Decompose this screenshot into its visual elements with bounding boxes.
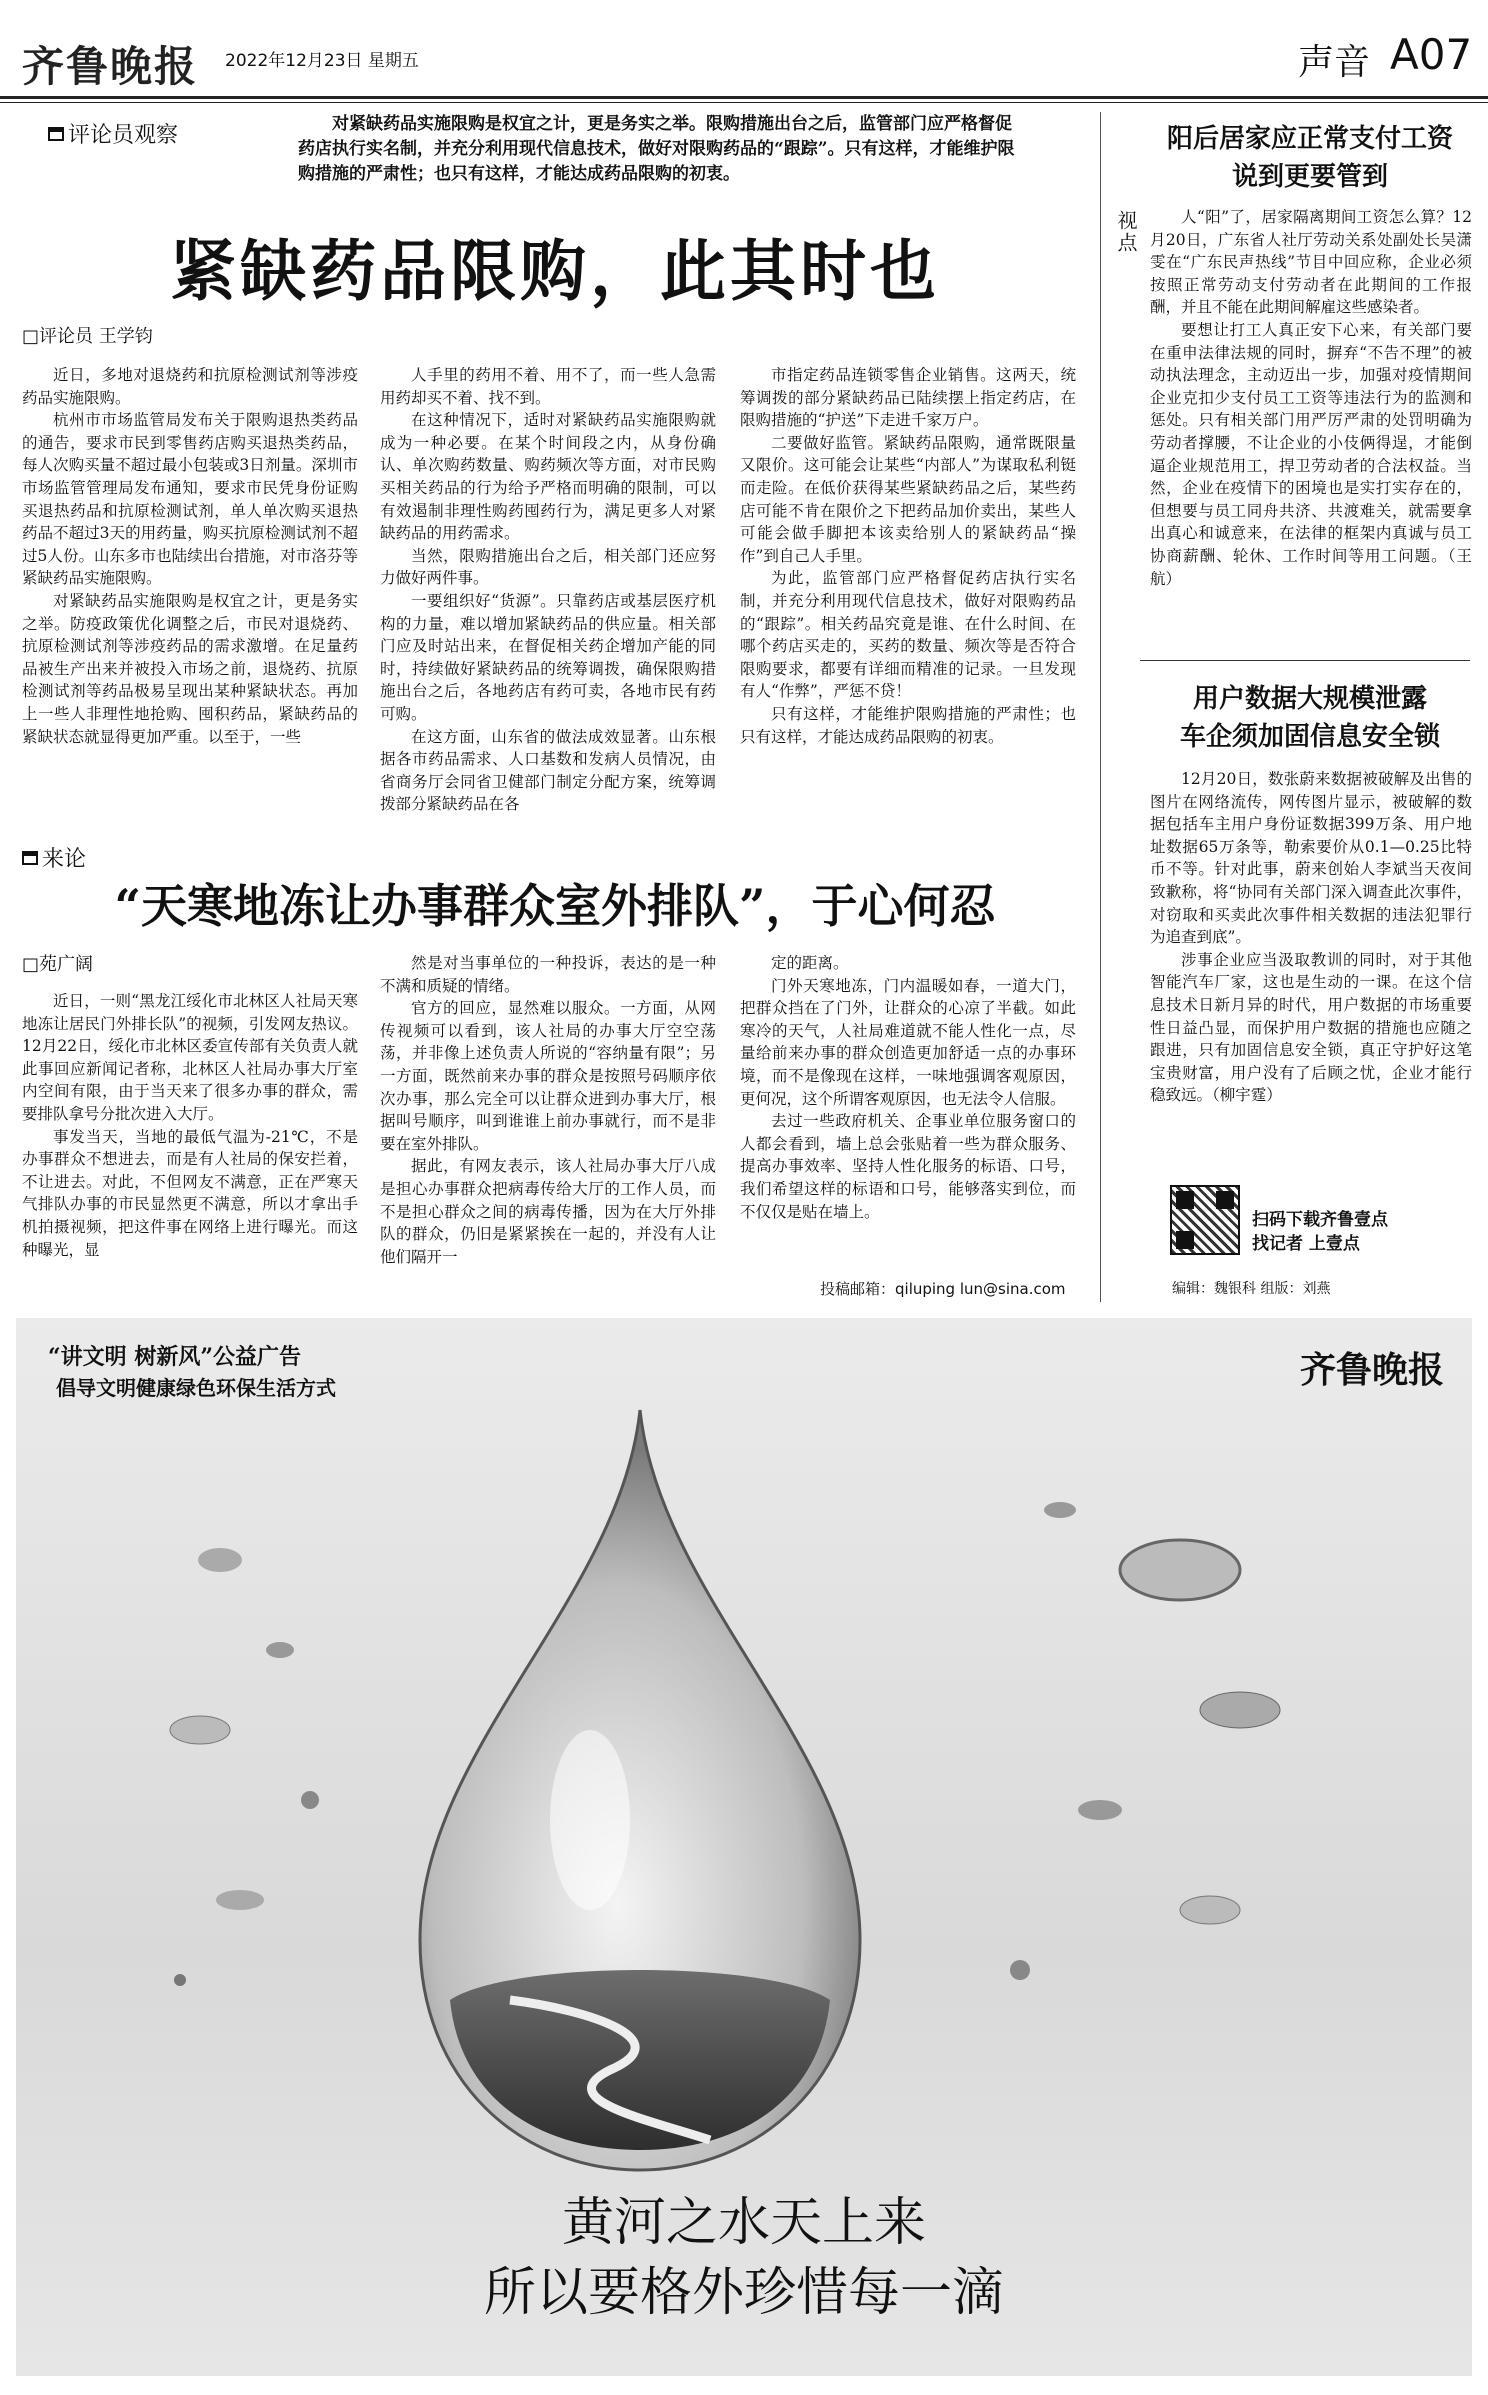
byline: □评论员 王学钧 <box>22 326 153 347</box>
sidebar-headline-2: 用户数据大规模泄露 车企须加固信息安全锁 <box>1179 684 1440 752</box>
article-intro: 对紧缺药品实施限购是权宜之计，更是务实之举。限购措施出台之后，监管部门应严格督促药店执行实名制，并充分利用现代信息技术，做好对限购药品的“跟踪”。只有这样，才能维护限购措施的严肃性；也只有这样，才能达成药品限购的初衷。 <box>298 114 1015 184</box>
second-col3-paragraph: 定的距离。 <box>771 954 849 972</box>
editor-credit: 编辑：魏银科 组版：刘燕 <box>1172 1281 1331 1297</box>
water-drop-illustration <box>390 1400 890 2190</box>
page-number: A07 <box>1390 30 1473 79</box>
sidebar-rule <box>1140 660 1470 661</box>
ad-title: “讲文明 树新风”公益广告 <box>48 1344 301 1370</box>
sidebar2-paragraph: 12月20日，数张蔚来数据被破解及出售的图片在网络流传，网传图片显示，被破解的数据包括车主用户身份证数据399万条、用户地址数据65万条等，勒索要价从0.1—0.25比特币不等。针对此事，蔚来创始人李斌当天夜间致歉称，将“协同有关部门深入调查此次事件，对窃取和买卖此次事件相关数据的违法犯罪行为追查到底”。 <box>1150 770 1472 947</box>
second-col3-paragraph: 去过一些政府机关、企事业单位服务窗口的人都会看到，墙上总会张贴着一些为群众服务、提高办事效率、坚持人性化服务的标语、口号，我们希望这样的标语和口号，能够落实到位，而不仅仅是贴在墙上。 <box>740 1112 1076 1221</box>
column-label <box>48 118 178 149</box>
main-col1-paragraph: 近日，多地对退烧药和抗原检测试剂等涉疫药品实施限购。 <box>22 366 358 407</box>
article-col-3 <box>740 364 1076 748</box>
second-col2-paragraph: 官方的回应，显然难以服众。一方面，从网传视频可以看到，该人社局的办事大厅空空荡荡，并非像上述负责人所说的“容纳量有限”；另一方面，既然前来办事的群众是按照号码顺序依次办事，那么完全可以让群众进到办事大厅，根据叫号顺序，叫到谁谁上前办事就行，而不是非要在室外排队。 <box>380 999 716 1153</box>
main-col2-paragraph: 在这方面，山东省的做法成效显著。山东根据各市药品需求、人口基数和发病人员情况，由省商务厅会同省卫健部门制定分配方案，统筹调拨部分紧缺药品在各 <box>380 727 716 814</box>
sidebar2-paragraph: 涉事企业应当汲取教训的同时，对于其他智能汽车厂家，这也是生动的一课。在这个信息技术日新月异的时代，用户数据的市场重要性日益凸显，而保护用户数据的措施也应随之跟进，只有加固信息安全锁，真正守护好这笔宝贵财富，用户没有了后顾之忧，企业才能行稳致远。（柳宇霆） <box>1150 950 1472 1105</box>
header-rule <box>0 96 1488 99</box>
sidebar-divider <box>1100 112 1101 1302</box>
second-col1-paragraph: 近日，一则“黑龙江绥化市北林区人社局天寒地冻让居民门外排长队”的视频，引发网友热议。12月22日，绥化市北林区委宣传部有关负责人就此事回应新闻记者称，北林区人社局办事大厅室内空间有限，由于当天来了很多办事的群众，需要排队拿号分批次进入大厅。 <box>22 992 358 1123</box>
main-col2-paragraph: 一要组织好“货源”。只靠药店或基层医疗机构的力量，难以增加紧缺药品的供应量。相关部门应及时站出来，在督促相关药企增加产能的同时，持续做好紧缺药品的统筹调拨，确保限购措施出台之后，各地药店有药可卖，各地市民有药可购。 <box>380 591 716 723</box>
second-col1-paragraph: 事发当天，当地的最低气温为-21℃，不是办事群众不想进去，而是有人社局的保安拦着，不让进去。对此，不但网友不满意，正在严寒天气排队办事的市民显然更不满意，所以才拿出手机拍摄视频，把这件事在网络上进行曝光。而这种曝光，显 <box>22 1127 358 1259</box>
sidebar1-paragraph: 人“阳”了，居家隔离期间工资怎么算？12月20日，广东省人社厅劳动关系处副处长吴潇雯在“广东民声热线”节目中回应称，企业必须按照正常劳动支付劳动者在此期间的工作报酬，并且不能在此期间解雇这些感染者。 <box>1150 208 1472 317</box>
second-col2-paragraph: 据此，有网友表示，该人社局办事大厅八成是担心办事群众把病毒传给大厅的工作人员，而不是担心群众之间的病毒传播，因为在大厅外排队的群众，仍旧是紧紧挨在一起的，并没有人让他们隔开一 <box>380 1157 716 1266</box>
column-label-2 <box>22 842 86 873</box>
section-title: 声音 <box>1298 42 1371 83</box>
sidebar-label: 视点 <box>1114 210 1138 254</box>
qr-code-icon[interactable] <box>1170 1185 1240 1255</box>
article2-col-3 <box>740 952 1076 1223</box>
main-headline: 紧缺药品限购，此其时也 <box>170 232 940 310</box>
column-box-icon-2 <box>22 851 38 865</box>
splash-right-decoration <box>940 1450 1300 2070</box>
article-col-1 <box>22 364 358 748</box>
ad-logo: 齐鲁晚报 <box>1300 1349 1445 1391</box>
main-col2-paragraph: 在这种情况下，适时对紧缺药品实施限购就成为一种必要。在某个时间段之内，从身份确认、单次购药数量、购药频次等方面，对市民购买相关药品的行为给予严格而明确的限制，可以有效遏制非理性购药囤药行为，满足更多人对紧缺药品的用药需求。 <box>380 411 716 543</box>
column-label-text-2: 来论 <box>42 847 87 872</box>
issue-date: 2022年12月23日 星期五 <box>225 51 419 71</box>
ad-subtitle: 倡导文明健康绿色环保生活方式 <box>56 1376 336 1400</box>
masthead-logo: 齐鲁晚报 <box>22 42 199 91</box>
column-box-icon <box>48 127 64 141</box>
main-col3-paragraph: 为此，监管部门应严格督促药店执行实名制，并充分利用现代信息技术，做好对限购药品的“跟踪”。相关药品究竟是谁、在什么时间、在哪个药店买走的，买药的数量、频次等是否符合限购要求，都要有详细而精准的记录。一旦发现有人“作弊”，严惩不贷！ <box>740 569 1076 701</box>
submission-email: 投稿邮箱：qiluping lun@sina.com <box>820 1280 1066 1298</box>
article2-col-1 <box>22 990 358 1261</box>
qr-caption: 扫码下载齐鲁壹点 找记者 上壹点 <box>1252 1210 1388 1254</box>
main-col3-paragraph: 市指定药品连锁零售企业销售。这两天，统筹调拨的部分紧缺药品已陆续摆上指定药店，在限购措施的“护送”下走进千家万户。 <box>740 366 1076 430</box>
main-col1-paragraph: 对紧缺药品实施限购是权宜之计，更是务实之举。防疫政策优化调整之后，市民对退烧药、抗原检测试剂等涉疫药品的需求激增。在足量药品被生产出来并被投入市场之前，退烧药、抗原检测试剂等药品极易呈现出某种紧缺状态。再加上一些人非理性地抢购、囤积药品，紧缺药品的紧缺状态就显得更加严重。以至于，一些 <box>22 591 358 746</box>
main-col2-paragraph: 人手里的药用不着、用不了，而一些人急需用药却买不着、找不到。 <box>380 366 716 407</box>
header-rule-thin <box>0 102 1488 103</box>
second-col3-paragraph: 门外天寒地冻，门内温暖如春，一道大门，把群众挡在了门外，让群众的心凉了半截。如此寒冷的天气，人社局难道就不能人性化一点，尽量给前来办事的群众创造更加舒适一点的办事环境，而不是像现在这样，一味地强调客观原因，更何况，这个所谓客观原因，也无法令人信服。 <box>740 976 1076 1108</box>
sidebar-headline-1: 阳后居家应正常支付工资 说到更要管到 <box>1166 124 1453 192</box>
article-col-2 <box>380 364 716 816</box>
sidebar-body-2 <box>1150 768 1472 1107</box>
sidebar1-paragraph: 要想让打工人真正安下心来，有关部门要在重申法律法规的同时，摒弃“不告不理”的被动执法理念，主动迈出一步，加强对疫情期间企业克扣少支付员工工资等违法行为的监测和惩处。只有相关部门用严厉严肃的处罚明确为劳动者撑腰，不让企业的小伎俩得逞，才能倒逼企业规范用工，捍卫劳动者的合法权益。当然，企业在疫情下的困境也是实打实存在的，但想要与员工同舟共济、共渡难关，就需要拿出真心和诚意来，在法律的框架内真诚与员工协商薪酬、轮休、工作时间等用工问题。（王航） <box>1150 320 1472 588</box>
main-col1-paragraph: 杭州市市场监管局发布关于限购退热类药品的通告，要求市民到零售药店购买退热类药品，每人次购买量不超过最小包装或3日剂量。深圳市市场监管管理局发布通知，要求市民凭身份证购买退热药品和抗原检测试剂，单人单次购买退热药品不超过3天的用药量，购买抗原检测试剂不超过5人份。山东多市也陆续出台措施，对市洛芬等紧缺药品实施限购。 <box>22 411 358 588</box>
ad-slogan-line-2: 所以要格外珍惜每一滴 <box>483 2263 1004 2323</box>
byline-2: □苑广阔 <box>22 954 94 975</box>
ad-slogan-line-1: 黄河之水天上来 <box>561 2193 926 2253</box>
main-col2-paragraph: 当然，限购措施出台之后，相关部门还应努力做好两件事。 <box>380 546 716 588</box>
main-col3-paragraph: 二要做好监管。紧缺药品限购，通常既限量又限价。这可能会让某些“内部人”为谋取私利铤而走险。在低价获得某些紧缺药品之后，某些药店可能不肯在限价之下把药品加价卖出，某些人可能会做手脚把本该卖给别人的紧缺药品“操作”到自己人手里。 <box>740 433 1076 565</box>
main-col3-paragraph: 只有这样，才能维护限购措施的严肃性；也只有这样，才能达成药品限购的初衷。 <box>740 704 1076 746</box>
second-headline: “天寒地冻让办事群众室外排队”，于心何忍 <box>114 879 996 933</box>
column-label-text: 评论员观察 <box>68 123 179 148</box>
second-col2-paragraph: 然是对当事单位的一种投诉，表达的是一种不满和质疑的情绪。 <box>380 954 716 995</box>
article2-col-2 <box>380 952 716 1268</box>
sidebar-body-1 <box>1150 206 1472 590</box>
splash-left-decoration <box>140 1500 360 2020</box>
